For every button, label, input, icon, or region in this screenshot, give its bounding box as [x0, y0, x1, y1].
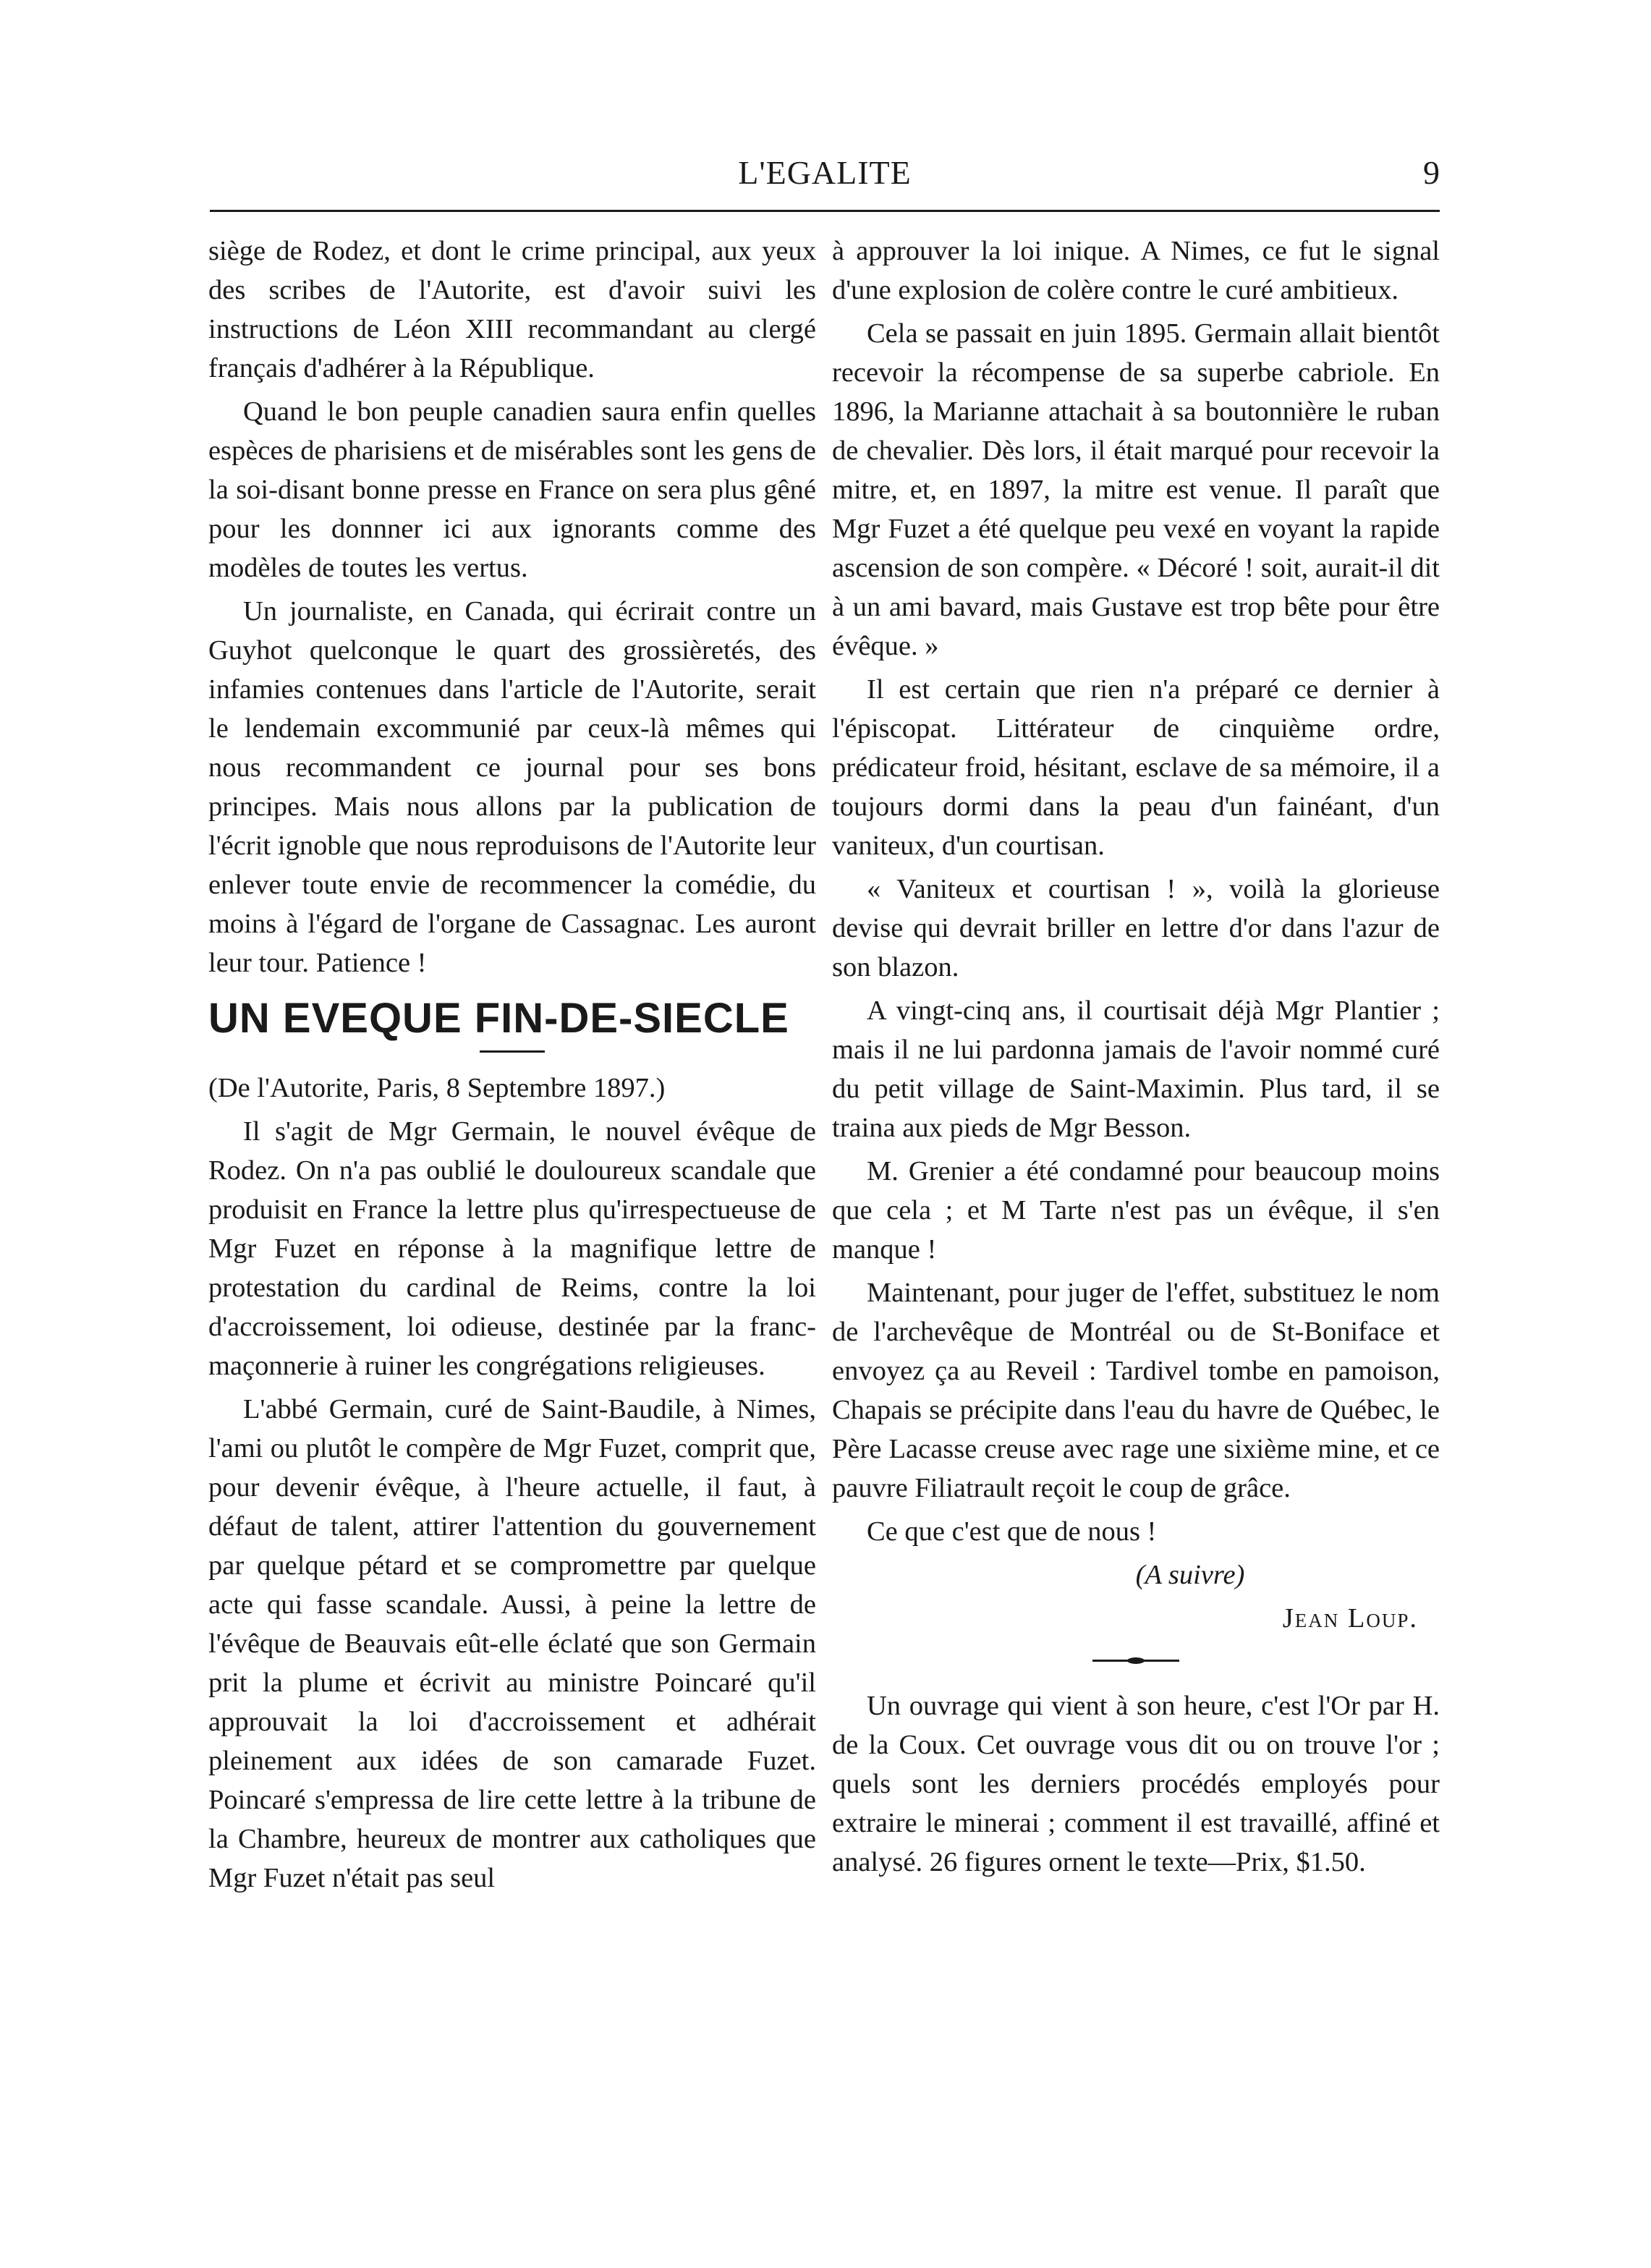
paragraph: Cela se passait en juin 1895. Germain allait bientôt recevoir la récompense de sa superbe cabriole. En 1896, la Marianne attachait à sa boutonnière le ruban de chevalier. Dès lors, il était marqué pour recevoir la mitre, et, en 1897, la mitre est venue. Il paraît que Mgr Fuzet a été quelque peu vexé en voyant la rapide ascension de son compère. « Décoré ! soit, aurait-il dit à un ami bavard, mais Gustave est trop bête pour être évêque. »: [832, 318, 1440, 661]
page-number: 9: [1423, 154, 1440, 191]
paragraph: Un journaliste, en Canada, qui écrirait contre un Guyhot quelconque le quart des grossièretés, des infamies contenues dans l'article de l'Autorite, serait le lendemain excommunié par ceux-là mêmes qui nous recommandent ce journal pour ses bons principes. Mais nous allons par la publication de l'écrit ignoble que nous reproduisons de l'Autorite leur enlever toute envie de recommencer la comédie, du moins à l'égard de l'organe de Cassagnac. Les auront leur tour. Patience !: [208, 596, 816, 978]
paragraph: M. Grenier a été condamné pour beaucoup moins que cela ; et M Tarte n'est pas un évêque, il s'en manque !: [832, 1156, 1440, 1265]
article-source: (De l'Autorite, Paris, 8 Septembre 1897.): [208, 1073, 666, 1103]
paragraph: Il s'agit de Mgr Germain, le nouvel évêque de Rodez. On n'a pas oublié le douloureux scandale que produisit en France la lettre plus qu'irrespectueuse de Mgr Fuzet en réponse à la magnifique lettre de protestation du cardinal de Reims, contre la loi d'accroissement, loi odieuse, destinée par la franc-maçonnerie à ruiner les congrégations religieuses.: [208, 1116, 816, 1381]
paragraph: L'abbé Germain, curé de Saint-Baudile, à Nimes, l'ami ou plutôt le compère de Mgr Fuzet, comprit que, pour devenir évêque, à l'heure actuelle, il faut, à défaut de talent, attirer l'attention du gouvernement par quelque pétard et se compromettre par quelque acte qui fasse scandale. Aussi, à peine la lettre de l'évêque de Beauvais eût-elle éclaté que son Germain prit la plume et écrivit au ministre Poincaré qu'il approuvait la loi d'accroissement et adhérait pleinement aux idées de son camarade Fuzet. Poincaré s'empressa de lire cette lettre à la tribune de la Chambre, heureux de montrer aux catholiques que Mgr Fuzet n'était pas seul: [208, 1394, 816, 1893]
header-rule: [210, 210, 1440, 212]
paragraph: à approuver la loi inique. A Nimes, ce fut le signal d'une explosion de colère contre le curé ambitieux.: [832, 236, 1440, 305]
paragraph: siège de Rodez, et dont le crime principal, aux yeux des scribes de l'Autorite, est d'avoir suivi les instructions de Léon XIII recommandant au clergé français d'adhérer à la République.: [208, 236, 816, 383]
to-be-continued: (A suivre): [1135, 1560, 1245, 1590]
paragraph: Quand le bon peuple canadien saura enfin quelles espèces de pharisiens et de misérables sont les gens de la soi-disant bonne presse en France on sera plus gêné pour les donnner ici aux ignorants comme des modèles de toutes les vertus.: [208, 396, 816, 583]
book-notice: Un ouvrage qui vient à son heure, c'est l'Or par H. de la Coux. Cet ouvrage vous dit ou on trouve l'or ; quels sont les derniers procédés employés pour extraire le minerai ; comment il est travaillé, affiné et analysé. 26 figures ornent le texte—Prix, $1.50.: [832, 1691, 1440, 1877]
paragraph: Ce que c'est que de nous !: [867, 1516, 1157, 1547]
paragraph: Maintenant, pour juger de l'effet, substituez le nom de l'archevêque de Montréal ou de St-Boniface et envoyez ça au Reveil : Tardivel tombe en pamoison, Chapais se précipite dans l'eau du havre de Québec, le Père Lacasse creuse avec rage une sixième mine, et ce pauvre Filiatrault reçoit le coup de grâce.: [832, 1278, 1440, 1503]
left-column: [208, 232, 816, 2127]
author-signature: Jean Loup.: [1282, 1603, 1418, 1634]
paragraph: Il est certain que rien n'a préparé ce dernier à l'épiscopat. Littérateur de cinquième ordre, prédicateur froid, hésitant, esclave de sa mémoire, il a toujours dormi dans la peau d'un fainéant, d'un vaniteux, d'un courtisan.: [832, 674, 1440, 861]
article-headline: UN EVEQUE FIN-DE-SIECLE: [208, 995, 789, 1042]
right-column: [832, 232, 1440, 2127]
ornament-divider: [1092, 1660, 1179, 1662]
journal-title: L'EGALITE: [738, 154, 912, 191]
paragraph: A vingt-cinq ans, il courtisait déjà Mgr Plantier ; mais il ne lui pardonna jamais de l'avoir nommé curé du petit village de Saint-Maximin. Plus tard, il se traina aux pieds de Mgr Besson.: [832, 995, 1440, 1143]
paragraph: « Vaniteux et courtisan ! », voilà la glorieuse devise qui devrait briller en lettre d'or dans l'azur de son blazon.: [832, 874, 1440, 982]
running-head: [210, 153, 1440, 197]
headline-rule: [480, 1050, 545, 1053]
